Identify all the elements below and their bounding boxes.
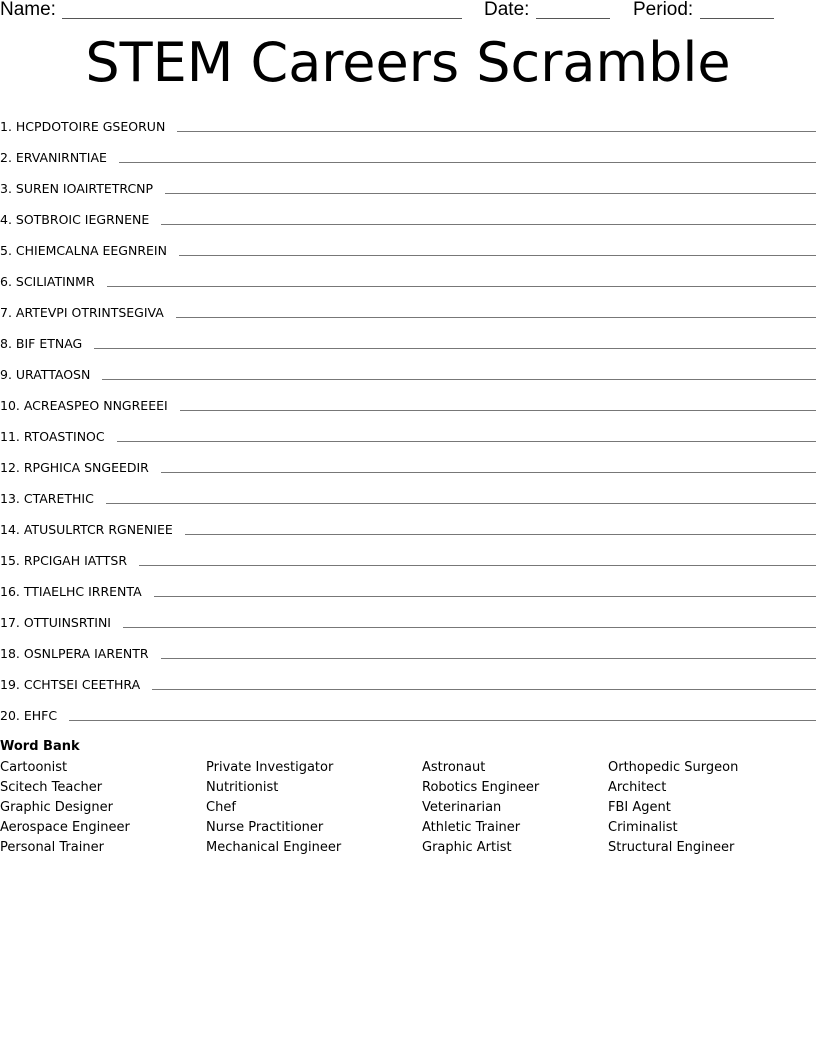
question-row bbox=[0, 388, 816, 419]
answer-line[interactable] bbox=[165, 193, 816, 194]
question-row bbox=[0, 264, 816, 295]
answer-line[interactable] bbox=[161, 472, 816, 473]
question-list bbox=[0, 109, 816, 729]
question-row bbox=[0, 171, 816, 202]
word-bank-item: Athletic Trainer bbox=[422, 820, 521, 835]
word-bank-item: Personal Trainer bbox=[0, 840, 104, 855]
question-row bbox=[0, 357, 816, 388]
word-bank-column bbox=[0, 759, 130, 859]
answer-line[interactable] bbox=[185, 534, 816, 535]
word-bank-item: Graphic Artist bbox=[422, 840, 512, 855]
word-bank-item: Nurse Practitioner bbox=[206, 820, 324, 835]
question-row bbox=[0, 140, 816, 171]
page-title: STEM Careers Scramble bbox=[85, 31, 731, 94]
word-bank-item: Chef bbox=[206, 800, 236, 815]
word-bank-item: FBI Agent bbox=[608, 800, 671, 815]
scrambled-word: 1. HCPDOTOIRE GSEORUN bbox=[0, 119, 166, 134]
scrambled-word: 5. CHIEMCALNA EEGNREIN bbox=[0, 243, 167, 258]
question-row bbox=[0, 326, 816, 357]
scrambled-word: 12. RPGHICA SNGEEDIR bbox=[0, 460, 149, 475]
answer-line[interactable] bbox=[106, 503, 816, 504]
answer-line[interactable] bbox=[102, 379, 816, 380]
scrambled-word: 20. EHFC bbox=[0, 708, 58, 723]
word-bank-item: Mechanical Engineer bbox=[206, 840, 342, 855]
answer-line[interactable] bbox=[176, 317, 816, 318]
word-bank-item: Cartoonist bbox=[0, 760, 68, 775]
answer-line[interactable] bbox=[117, 441, 816, 442]
question-row bbox=[0, 512, 816, 543]
answer-line[interactable] bbox=[177, 131, 816, 132]
question-row bbox=[0, 295, 816, 326]
word-bank-item: Graphic Designer bbox=[0, 800, 113, 815]
date-label: Date: bbox=[484, 0, 530, 20]
answer-line[interactable] bbox=[123, 627, 816, 628]
question-row bbox=[0, 667, 816, 698]
word-bank-item: Astronaut bbox=[422, 760, 486, 775]
word-bank-item: Private Investigator bbox=[206, 760, 334, 775]
question-row bbox=[0, 636, 816, 667]
question-row bbox=[0, 543, 816, 574]
scrambled-word: 8. BIF ETNAG bbox=[0, 336, 83, 351]
question-row bbox=[0, 202, 816, 233]
scrambled-word: 19. CCHTSEI CEETHRA bbox=[0, 677, 141, 692]
answer-line[interactable] bbox=[180, 410, 816, 411]
question-row bbox=[0, 233, 816, 264]
word-bank-item: Robotics Engineer bbox=[422, 780, 540, 795]
word-bank-title: Word Bank bbox=[0, 739, 80, 754]
scrambled-word: 3. SUREN IOAIRTETRCNP bbox=[0, 181, 154, 196]
scrambled-word: 18. OSNLPERA IARENTR bbox=[0, 646, 149, 661]
word-bank-item: Scitech Teacher bbox=[0, 780, 103, 795]
word-bank-column bbox=[206, 759, 341, 859]
scrambled-word: 17. OTTUINSRTINI bbox=[0, 615, 111, 630]
period-label: Period: bbox=[633, 0, 694, 20]
scrambled-word: 7. ARTEVPI OTRINTSEGIVA bbox=[0, 305, 164, 320]
word-bank-item: Veterinarian bbox=[422, 800, 502, 815]
header-fields bbox=[0, 0, 816, 22]
question-row bbox=[0, 109, 816, 140]
answer-line[interactable] bbox=[161, 658, 816, 659]
scrambled-word: 13. CTARETHIC bbox=[0, 491, 94, 506]
scrambled-word: 6. SCILIATINMR bbox=[0, 274, 95, 289]
word-bank-item: Nutritionist bbox=[206, 780, 279, 795]
word-bank-item: Architect bbox=[608, 780, 667, 795]
question-row bbox=[0, 419, 816, 450]
scrambled-word: 11. RTOASTINOC bbox=[0, 429, 105, 444]
word-bank-item: Orthopedic Surgeon bbox=[608, 760, 739, 775]
name-label: Name: bbox=[0, 0, 56, 20]
scrambled-word: 15. RPCIGAH IATTSR bbox=[0, 553, 128, 568]
scrambled-word: 10. ACREASPEO NNGREEEI bbox=[0, 398, 168, 413]
word-bank-item: Aerospace Engineer bbox=[0, 820, 130, 835]
word-bank-item: Criminalist bbox=[608, 820, 678, 835]
scrambled-word: 9. URATTAOSN bbox=[0, 367, 91, 382]
period-field[interactable] bbox=[700, 18, 774, 19]
answer-line[interactable] bbox=[107, 286, 816, 287]
scrambled-word: 14. ATUSULRTCR RGNENIEE bbox=[0, 522, 173, 537]
question-row bbox=[0, 450, 816, 481]
question-row bbox=[0, 698, 816, 729]
answer-line[interactable] bbox=[94, 348, 816, 349]
question-row bbox=[0, 605, 816, 636]
answer-line[interactable] bbox=[69, 720, 816, 721]
word-bank-column bbox=[608, 759, 738, 859]
scrambled-word: 2. ERVANIRNTIAE bbox=[0, 150, 107, 165]
scrambled-word: 4. SOTBROIC IEGRNENE bbox=[0, 212, 150, 227]
answer-line[interactable] bbox=[154, 596, 816, 597]
question-row bbox=[0, 481, 816, 512]
word-bank-item: Structural Engineer bbox=[608, 840, 735, 855]
answer-line[interactable] bbox=[139, 565, 816, 566]
question-row bbox=[0, 574, 816, 605]
scrambled-word: 16. TTIAELHC IRRENTA bbox=[0, 584, 142, 599]
answer-line[interactable] bbox=[119, 162, 816, 163]
date-field[interactable] bbox=[536, 18, 610, 19]
answer-line[interactable] bbox=[179, 255, 816, 256]
answer-line[interactable] bbox=[152, 689, 816, 690]
name-field[interactable] bbox=[62, 18, 462, 19]
answer-line[interactable] bbox=[161, 224, 816, 225]
word-bank-column bbox=[422, 759, 539, 859]
